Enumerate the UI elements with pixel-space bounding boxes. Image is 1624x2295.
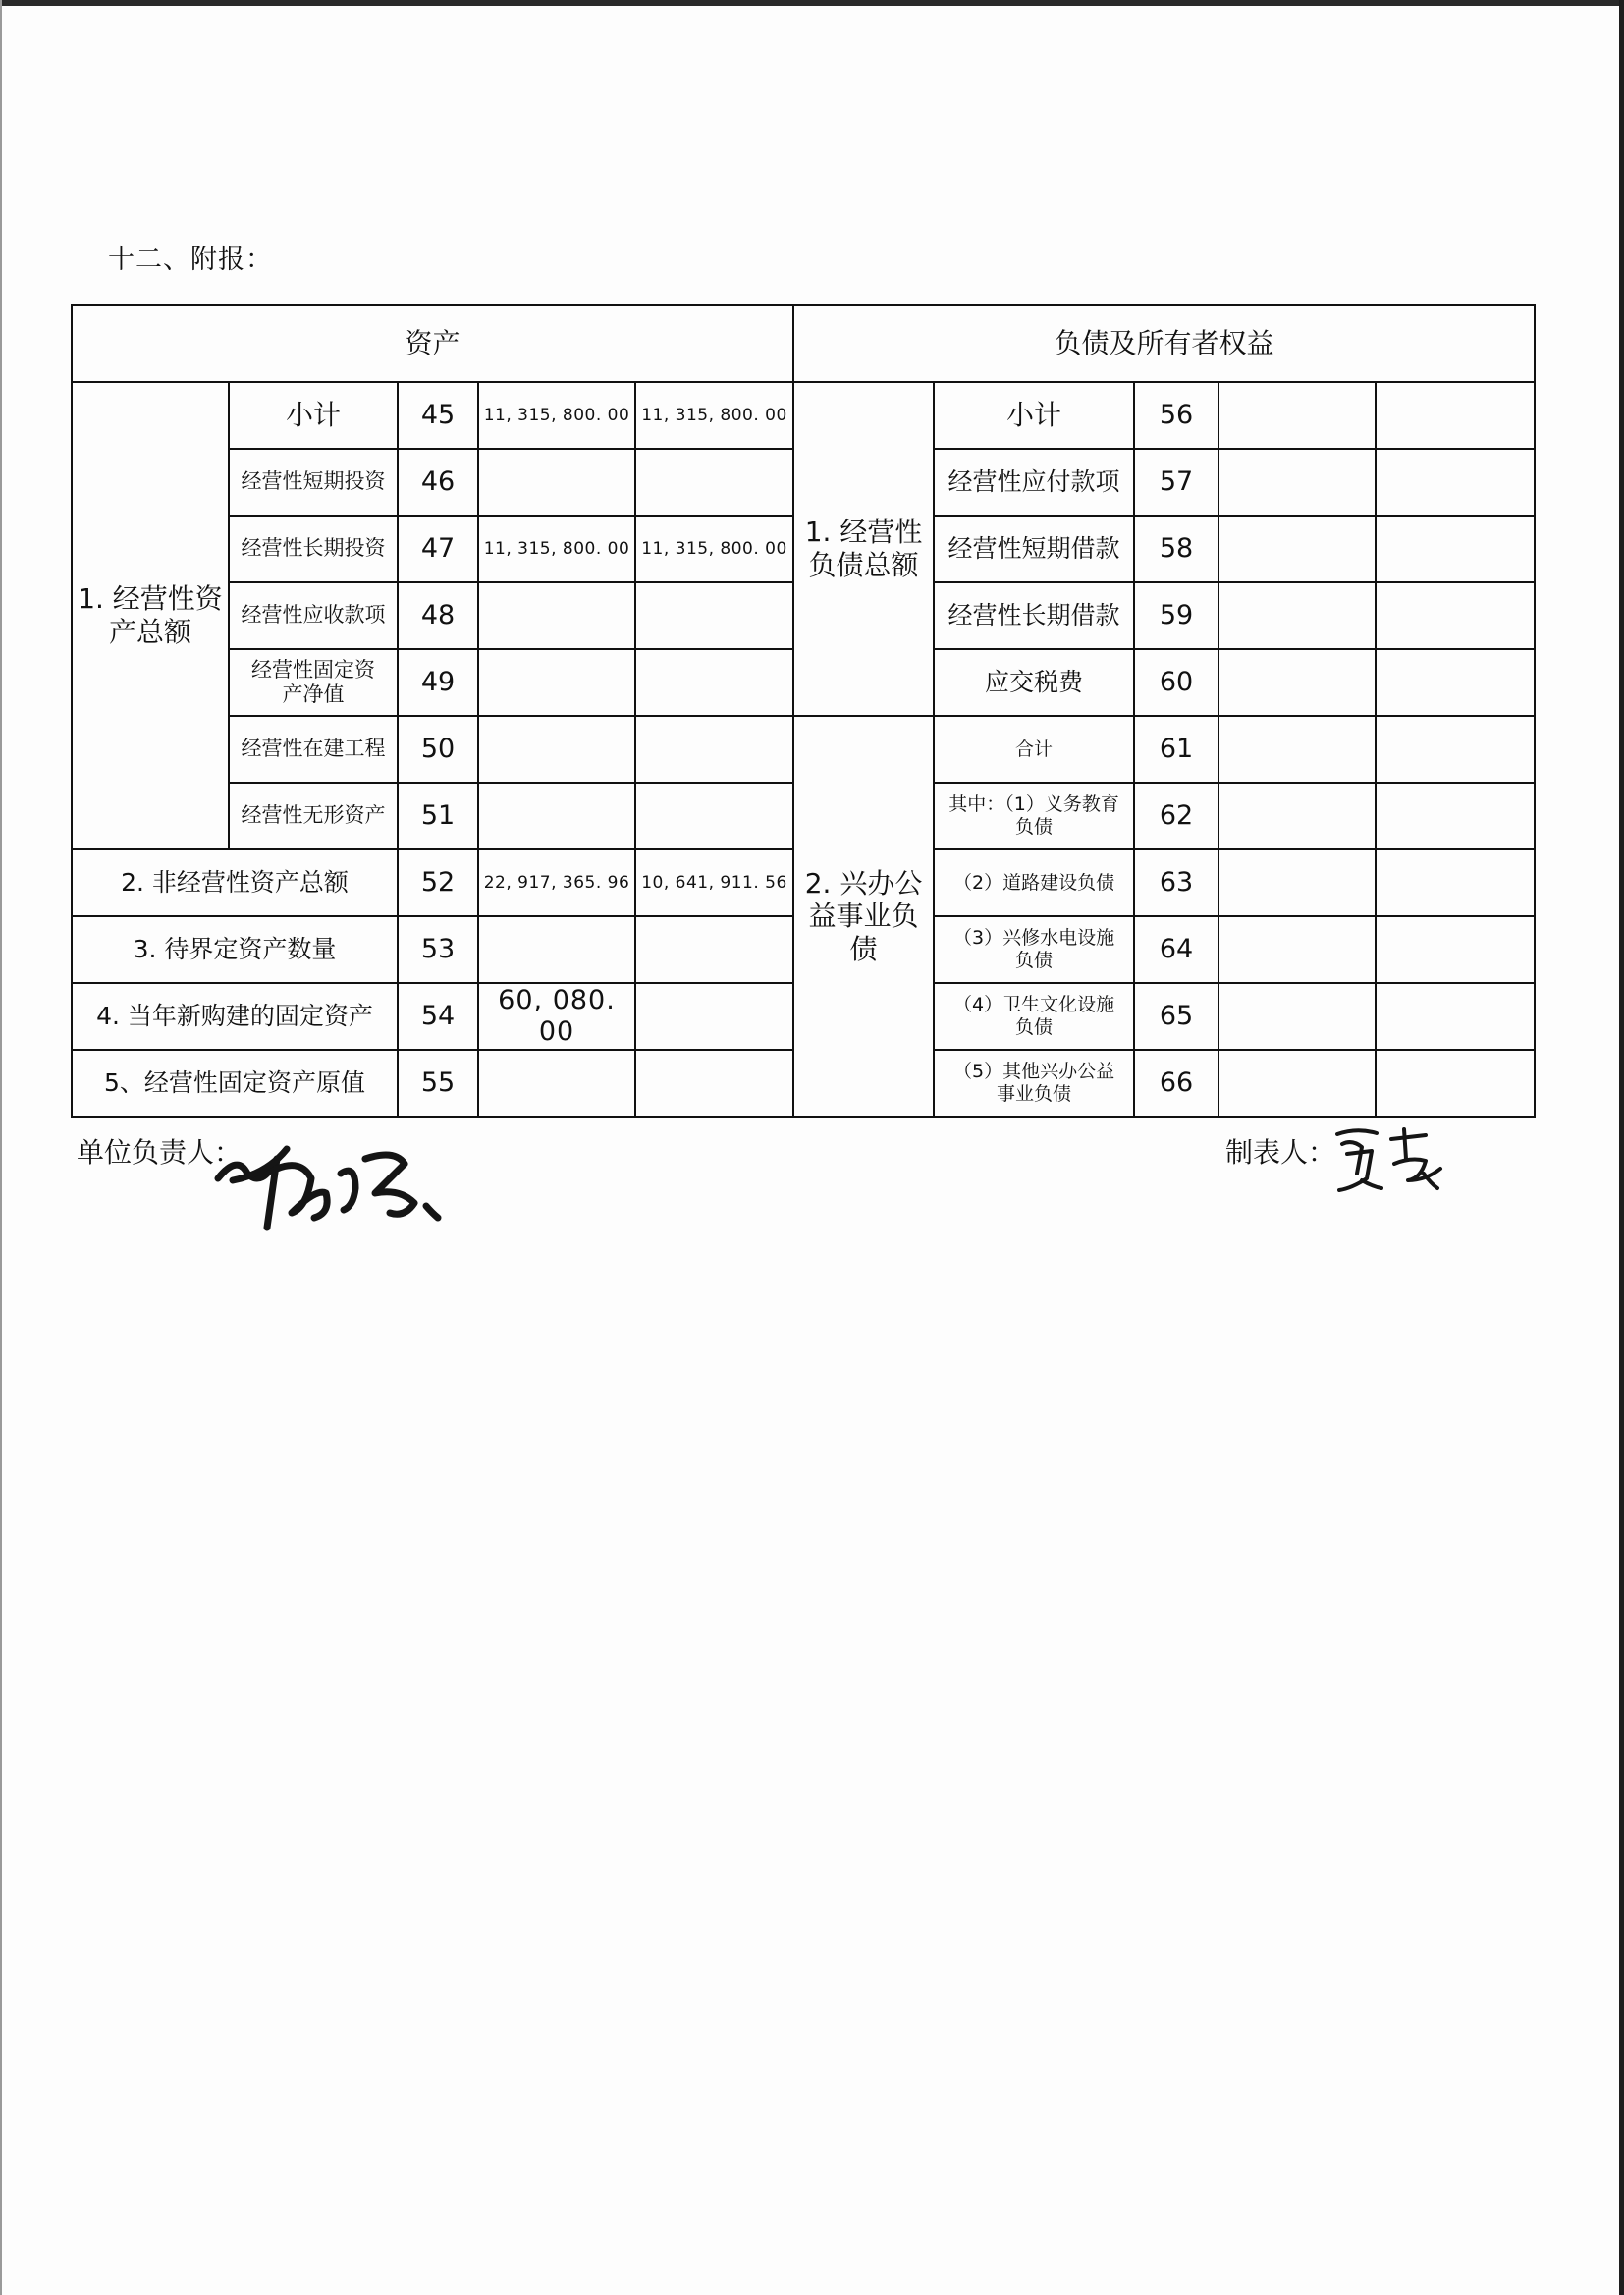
- value-cell: [1376, 449, 1535, 516]
- value-cell: [1376, 983, 1535, 1050]
- value-cell: 11, 315, 800. 00: [635, 516, 793, 582]
- value-cell: [1376, 1050, 1535, 1117]
- value-cell: [635, 716, 793, 783]
- row-number: 51: [398, 783, 478, 849]
- row-number: 47: [398, 516, 478, 582]
- row-label: 经营性无形资产: [229, 783, 398, 849]
- row-label: （5）其他兴办公益事业负债: [934, 1050, 1134, 1117]
- value-cell: [478, 649, 635, 716]
- value-cell: [1376, 716, 1535, 783]
- row-number: 65: [1134, 983, 1218, 1050]
- row-label: 经营性长期借款: [934, 582, 1134, 649]
- unit-head-label: 单位负责人：: [77, 1136, 243, 1169]
- value-cell: [1218, 716, 1376, 783]
- unit-head-signature: [208, 1120, 444, 1237]
- row-label: 经营性短期投资: [229, 449, 398, 516]
- value-cell: [478, 449, 635, 516]
- value-cell: 11, 315, 800. 00: [478, 382, 635, 449]
- value-cell: [1218, 516, 1376, 582]
- value-cell: [635, 582, 793, 649]
- row-label: 经营性应付款项: [934, 449, 1134, 516]
- row-number: 64: [1134, 916, 1218, 983]
- table-row: [72, 382, 1535, 449]
- row-number: 59: [1134, 582, 1218, 649]
- value-cell: 22, 917, 365. 96: [478, 849, 635, 916]
- value-cell: [1218, 1050, 1376, 1117]
- scan-edge-right: [1619, 0, 1624, 2295]
- value-cell: [1376, 649, 1535, 716]
- row-label: 其中：（1）义务教育负债: [934, 783, 1134, 849]
- value-cell: [478, 783, 635, 849]
- value-cell: [635, 449, 793, 516]
- row-label: 经营性短期借款: [934, 516, 1134, 582]
- row-number: 61: [1134, 716, 1218, 783]
- row-label: （3）兴修水电设施负债: [934, 916, 1134, 983]
- row-label: 经营性在建工程: [229, 716, 398, 783]
- row-label: （2）道路建设负债: [934, 849, 1134, 916]
- value-cell: [1218, 649, 1376, 716]
- supplementary-report-table: [71, 304, 1536, 1118]
- row-number: 53: [398, 916, 478, 983]
- row-number: 58: [1134, 516, 1218, 582]
- row-label: 4. 当年新购建的固定资产: [72, 983, 398, 1050]
- row-label: 应交税费: [934, 649, 1134, 716]
- scan-edge-top: [0, 0, 1624, 6]
- row-label: 经营性应收款项: [229, 582, 398, 649]
- value-cell: [1218, 449, 1376, 516]
- row-number: 46: [398, 449, 478, 516]
- value-cell: [1376, 382, 1535, 449]
- value-cell: [1218, 382, 1376, 449]
- value-cell: [1376, 783, 1535, 849]
- preparer-label: 制表人：: [1225, 1136, 1336, 1169]
- table-row: [72, 716, 1535, 783]
- value-cell: [1376, 516, 1535, 582]
- value-cell: [1376, 582, 1535, 649]
- value-cell: [1218, 983, 1376, 1050]
- value-cell: [635, 1050, 793, 1117]
- row-number: 50: [398, 716, 478, 783]
- value-cell: [478, 582, 635, 649]
- value-cell: [635, 916, 793, 983]
- liabilities-header: 负债及所有者权益: [793, 305, 1535, 382]
- value-cell: 11, 315, 800. 00: [478, 516, 635, 582]
- row-number: 66: [1134, 1050, 1218, 1117]
- row-number: 54: [398, 983, 478, 1050]
- value-cell: [478, 1050, 635, 1117]
- group-operating-assets: 1. 经营性资产总额: [72, 382, 229, 849]
- scan-edge-left: [0, 0, 2, 2295]
- row-label: 经营性长期投资: [229, 516, 398, 582]
- row-label: 小计: [229, 382, 398, 449]
- value-cell: [478, 916, 635, 983]
- row-number: 55: [398, 1050, 478, 1117]
- row-number: 63: [1134, 849, 1218, 916]
- row-number: 62: [1134, 783, 1218, 849]
- value-cell: [1376, 849, 1535, 916]
- assets-header: 资产: [72, 305, 793, 382]
- row-label: 5、经营性固定资产原值: [72, 1050, 398, 1117]
- row-number: 45: [398, 382, 478, 449]
- row-number: 57: [1134, 449, 1218, 516]
- row-number: 52: [398, 849, 478, 916]
- row-label: 小计: [934, 382, 1134, 449]
- value-cell: [478, 716, 635, 783]
- value-cell: [1218, 783, 1376, 849]
- value-cell: 60, 080. 00: [478, 983, 635, 1050]
- row-label: 2. 非经营性资产总额: [72, 849, 398, 916]
- value-cell: [635, 983, 793, 1050]
- value-cell: 11, 315, 800. 00: [635, 382, 793, 449]
- value-cell: [635, 649, 793, 716]
- group-public-liabilities: 2. 兴办公益事业负债: [793, 716, 934, 1117]
- row-label: 经营性固定资产净值: [229, 649, 398, 716]
- value-cell: [1376, 916, 1535, 983]
- value-cell: [1218, 582, 1376, 649]
- row-number: 56: [1134, 382, 1218, 449]
- value-cell: [1218, 849, 1376, 916]
- row-number: 60: [1134, 649, 1218, 716]
- value-cell: [1218, 916, 1376, 983]
- group-operating-liabilities: 1. 经营性负债总额: [793, 382, 934, 716]
- row-number: 49: [398, 649, 478, 716]
- preparer-signature: [1327, 1120, 1455, 1198]
- row-label: 3. 待界定资产数量: [72, 916, 398, 983]
- value-cell: 10, 641, 911. 56: [635, 849, 793, 916]
- row-label: （4）卫生文化设施负债: [934, 983, 1134, 1050]
- section-title: 十二、附报：: [108, 245, 273, 275]
- value-cell: [635, 783, 793, 849]
- row-label: 合计: [934, 716, 1134, 783]
- row-number: 48: [398, 582, 478, 649]
